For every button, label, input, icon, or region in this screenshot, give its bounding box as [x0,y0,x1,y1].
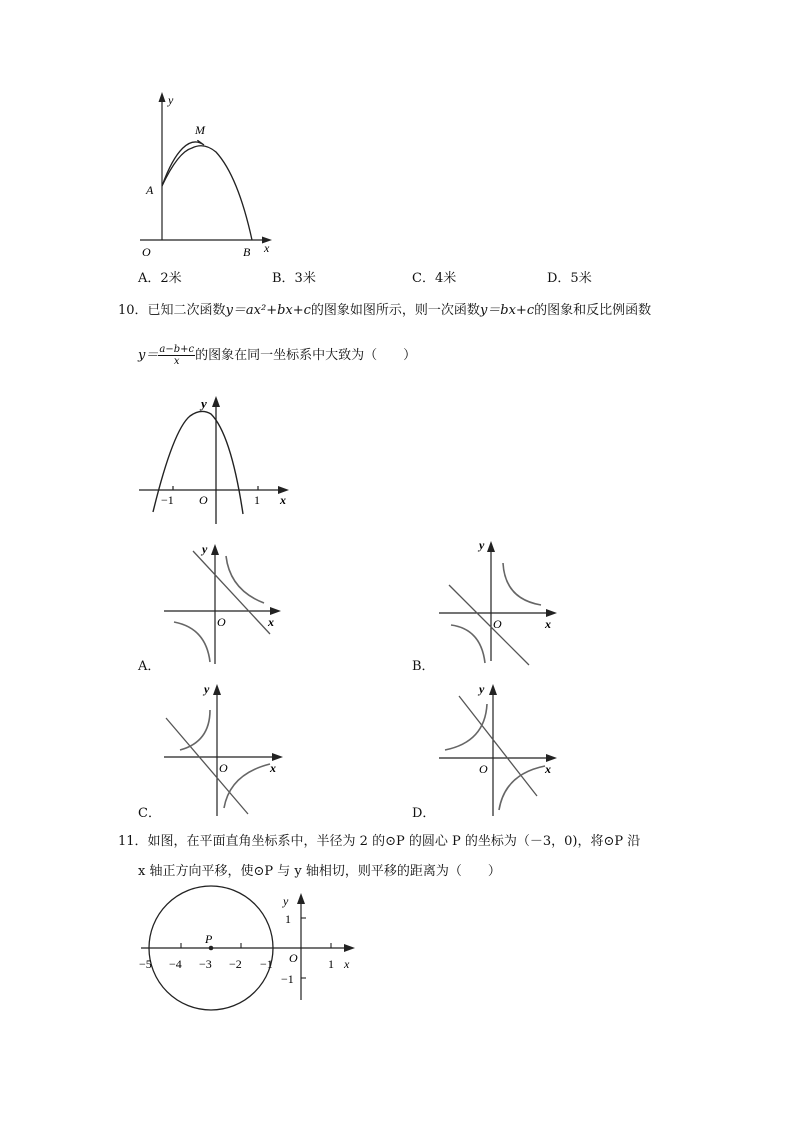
q10-text-c: 的图象和反比例函数 [534,303,652,318]
q9-o-label: O [142,245,151,259]
q10-choice-d-letter[interactable]: D． [412,806,436,821]
q10-stem-line1 [118,303,651,319]
q10-c-y: y [204,682,210,696]
q11-y-label: y [283,894,289,908]
q10-choice-a-figure[interactable] [160,538,285,668]
q10-choice-b-letter[interactable]: B． [412,659,435,674]
q10-eq-linear: y＝bx+c [479,303,535,318]
q10-text-b: 的图象如图所示，则一次函数 [310,303,480,318]
q9-option-b[interactable]: B．3米 [272,271,316,286]
q9-option-c[interactable]: C．4米 [412,271,457,286]
q10-choice-d-figure[interactable] [433,678,563,818]
q10-eq-quadratic: y＝ax²+bx+c [225,303,311,318]
q10-c-o: O [219,761,228,775]
q10-main-y: y [201,396,207,411]
q9-a-label: A [146,183,154,197]
q10-c-x: x [270,761,276,775]
q11-tick-neg2: −2 [229,957,242,971]
q11-figure [135,885,360,1015]
q11-tick-neg4: −4 [169,957,182,971]
q10-frac-lhs: y＝ [138,348,159,363]
q11-yneg1-label: −1 [281,972,294,986]
q11-p-label: P [205,932,213,946]
q10-main-figure [135,390,295,530]
q10-text-d: 的图象在同一坐标系中大致为（ ） [195,348,417,363]
q9-option-a[interactable]: A．2米 [138,271,182,286]
q11-x-label: x [344,957,350,971]
q10-d-x: x [545,762,551,776]
q11-y1-label: 1 [285,912,291,926]
q10-fraction [158,344,195,367]
q9-y-label: y [168,93,174,107]
q11-tick-neg1: −1 [260,957,273,971]
q10-d-y: y [479,682,485,696]
q10-d-o: O [479,762,488,776]
q11-stem-line2: x 轴正方向平移，使⊙P 与 y 轴相切，则平移的距离为（ ） [138,864,501,879]
q10-main-neg1: −1 [161,493,174,507]
q11-tick-neg3: −3 [199,957,212,971]
q11-tick-neg5: −5 [139,957,152,971]
q10-stem-line2 [138,344,416,367]
q10-b-y: y [479,538,485,552]
q10-b-o: O [493,617,502,631]
q10-frac-numerator: a−b+c [159,344,195,355]
q10-a-y: y [202,542,208,556]
q10-main-o: O [199,493,208,507]
q11-o-label: O [289,951,298,965]
q9-option-d[interactable]: D．5米 [547,271,592,286]
q11-stem-line1: 11．如图，在平面直角坐标系中，半径为 2 的⊙P 的圆心 P 的坐标为（－3，0)，将⊙P 沿 [118,834,641,849]
q9-m-label: M [195,123,205,137]
q10-frac-denominator: x [173,356,180,367]
q10-choice-a-letter[interactable]: A． [138,659,161,674]
q11-tick-1: 1 [328,957,334,971]
q10-choice-c-letter[interactable]: C． [138,806,161,821]
q10-a-o: O [217,615,226,629]
q10-b-x: x [545,617,551,631]
q10-main-x: x [280,493,286,507]
q10-main-1: 1 [254,493,260,507]
q9-b-label: B [243,245,251,259]
q10-choice-b-figure[interactable] [433,533,563,663]
q9-figure [130,90,280,270]
q10-text-a: 已知二次函数 [147,303,226,318]
q10-a-x: x [268,615,274,629]
q10-choice-c-figure[interactable] [160,678,285,818]
q10-number: 10． [118,303,148,318]
q9-x-label: x [264,241,270,255]
